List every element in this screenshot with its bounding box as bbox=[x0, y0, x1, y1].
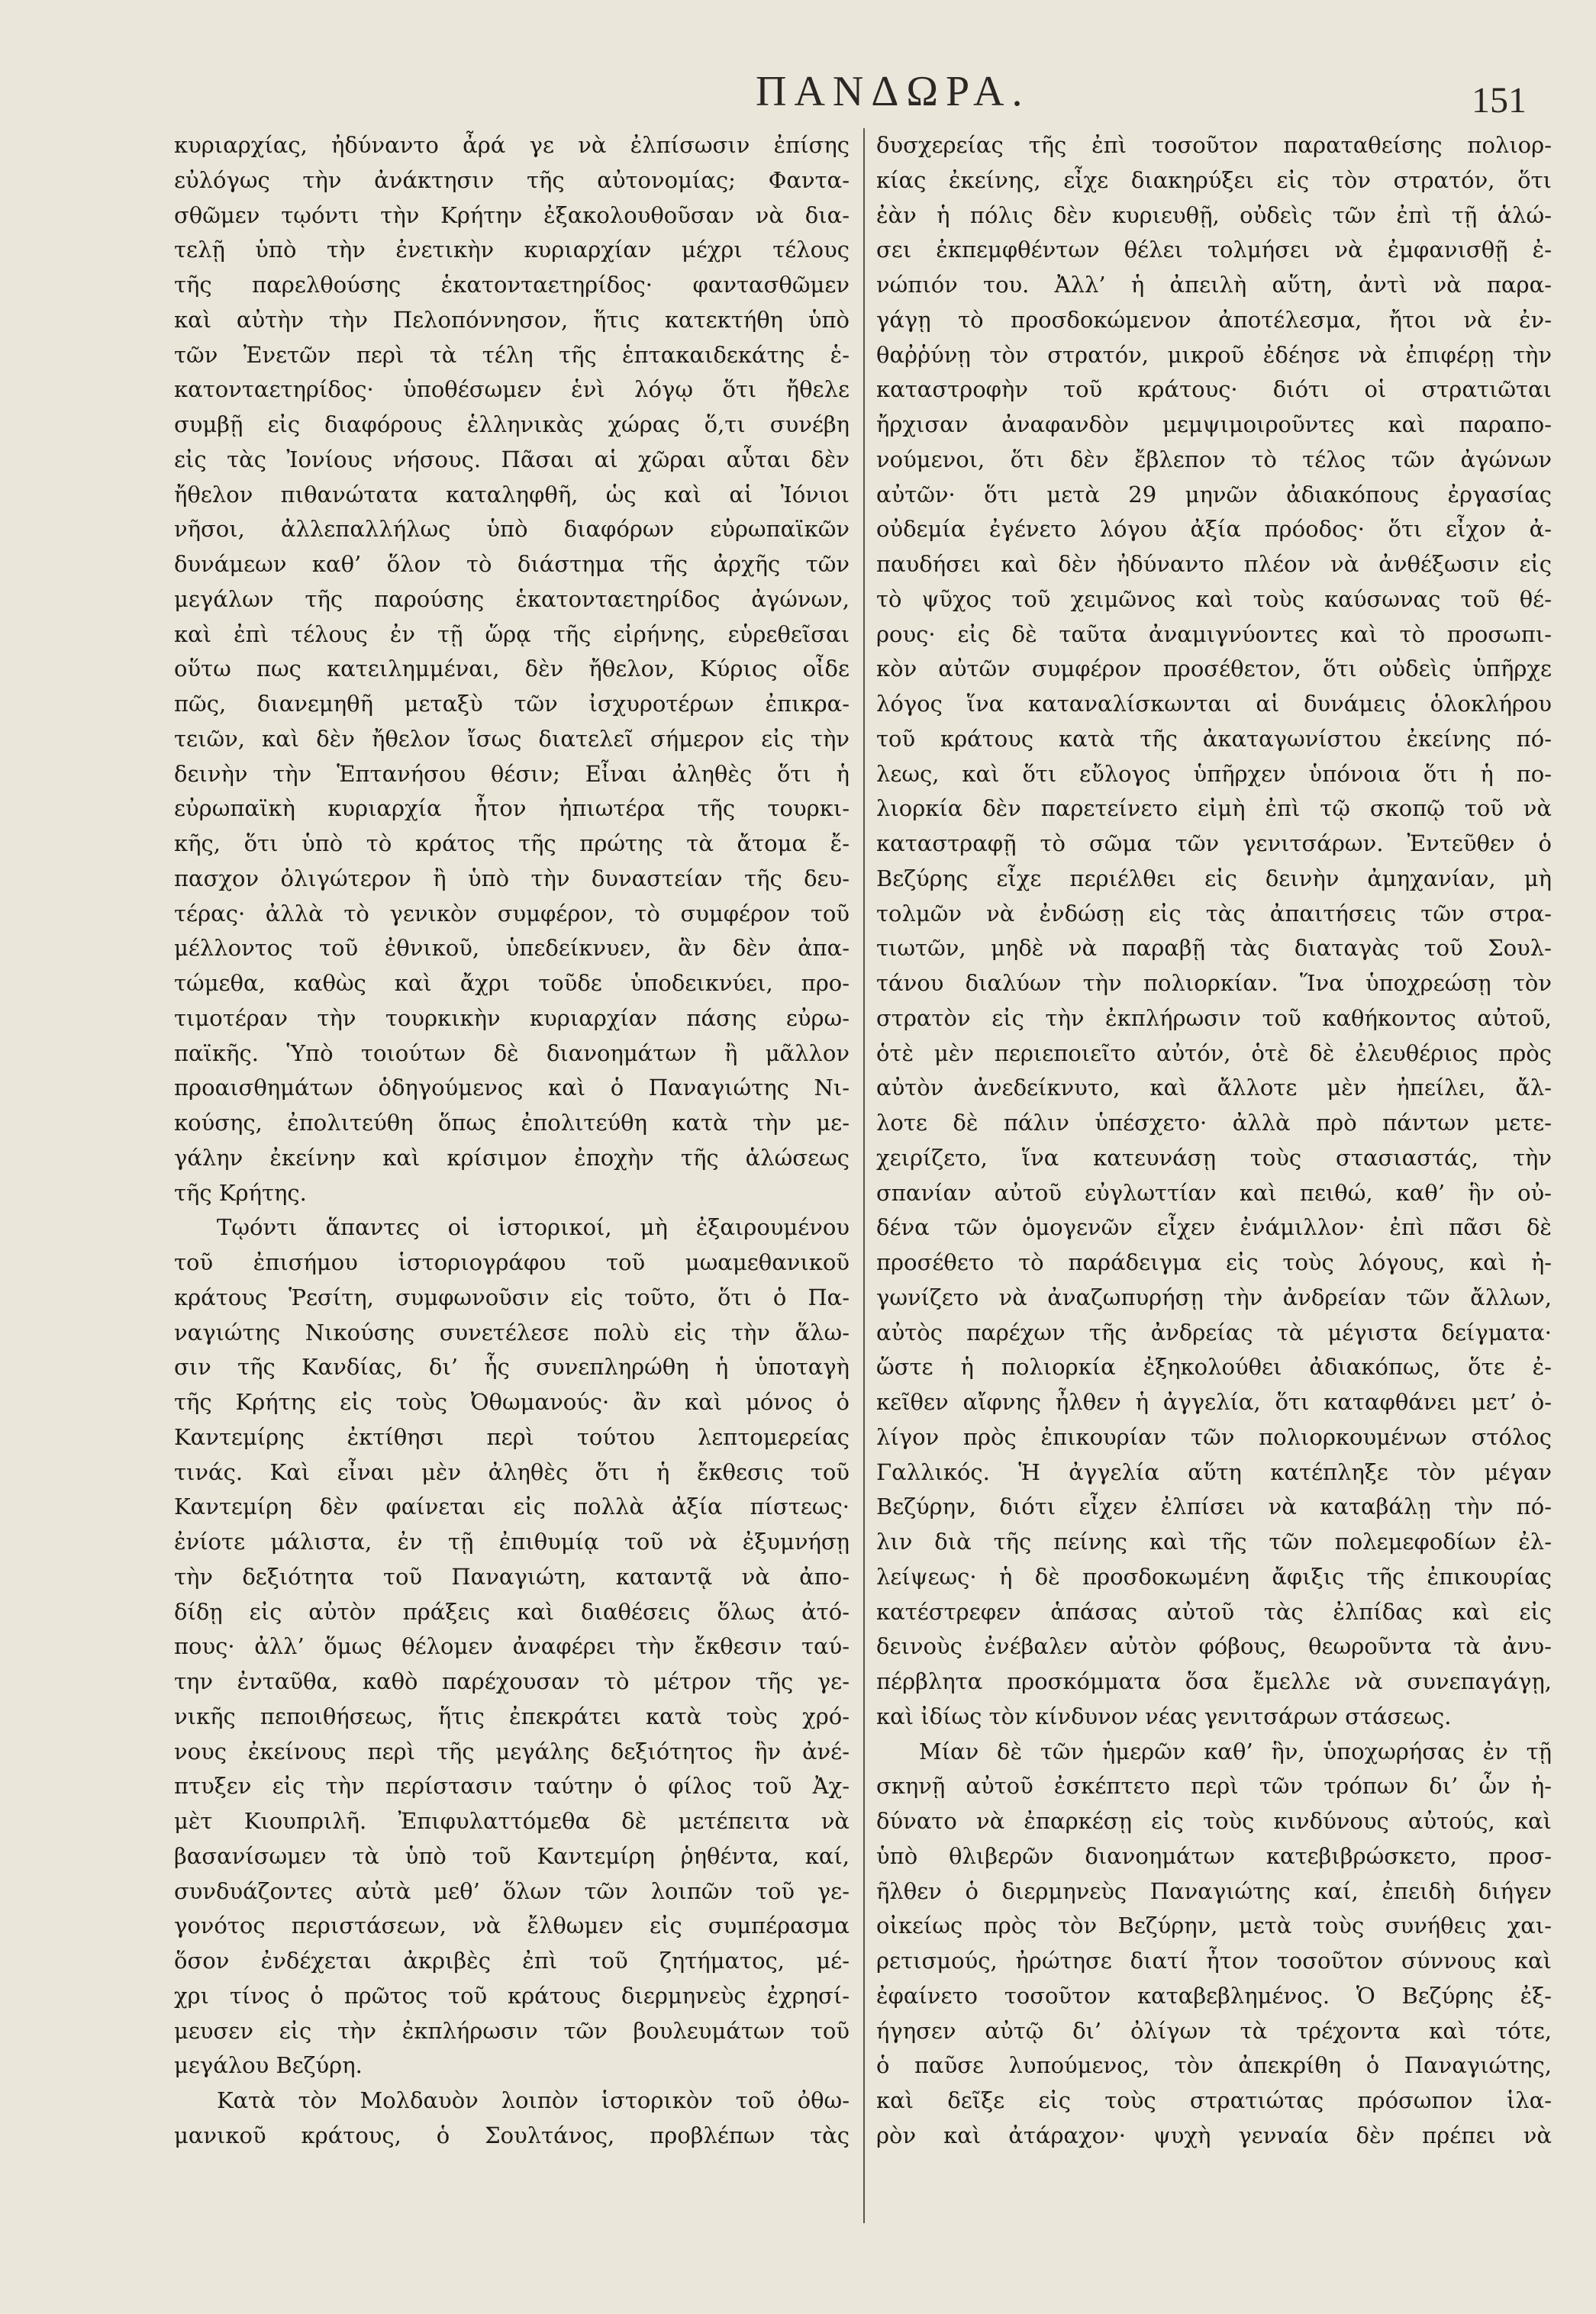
text-line: καὶ ἐπὶ τέλους ἐν τῇ ὥρᾳ τῆς εἰρήνης, εὑρεθεῖσαι bbox=[174, 620, 850, 647]
text-line: ἤθελον πιθανώτατα καταληφθῆ, ὡς καὶ αἱ Ἰόνιοι bbox=[174, 481, 850, 508]
text-line: τολμῶν νὰ ἐνδώσῃ εἰς τὰς ἀπαιτήσεις τῶν στρα- bbox=[876, 900, 1552, 927]
text-line: πέρβλητα προσκόμματα ὅσα ἔμελλε νὰ συνεπαγάγῃ, bbox=[876, 1668, 1552, 1694]
text-line: νους ἐκείνους περὶ τῆς μεγάλης δεξιότητος ἣν ἀνέ- bbox=[174, 1738, 850, 1765]
text-line: αὐτὸς παρέχων τῆς ἀνδρείας τὰ μέγιστα δείγματα· bbox=[876, 1319, 1552, 1346]
text-line: καταστραφῇ τὸ σῶμα τῶν γενιτσάρων. Ἐντεῦθεν ὁ bbox=[876, 830, 1552, 856]
text-line: τῆς Κρήτης. bbox=[174, 1179, 307, 1206]
text-line: παϊκῆς. Ὑπὸ τοιούτων δὲ διανοημάτων ἢ μᾶλλον bbox=[174, 1039, 850, 1066]
text-line: οἰκείως πρὸς τὸν Βεζύρην, μετὰ τοὺς συνήθεις χαι- bbox=[876, 1913, 1552, 1939]
text-line: καὶ δεῖξε εἰς τοὺς στρατιώτας πρόσωπον ἱλα- bbox=[876, 2087, 1552, 2113]
text-line: σπανίαν αὐτοῦ εὐγλωττίαν καὶ πειθώ, καθ’ ἣν οὐ- bbox=[876, 1179, 1552, 1206]
text-line: κεῖθεν αἴφνης ἦλθεν ἡ ἀγγελία, ὅτι καταφθάνει μετ’ ὀ- bbox=[876, 1389, 1552, 1415]
text-line: κράτους Ῥεσίτη, συμφωνοῦσιν εἰς τοῦτο, ὅτι ὁ Πα- bbox=[174, 1284, 850, 1310]
text-line: στρατὸν εἰς τὴν ἐκπλήρωσιν τοῦ καθήκοντος αὐτοῦ, bbox=[876, 1004, 1552, 1031]
text-line: δεινὴν τὴν Ἑπτανήσου θέσιν; Εἶναι ἀληθὲς ὅτι ἡ bbox=[174, 760, 850, 787]
text-line: προαισθημάτων ὁδηγούμενος καὶ ὁ Παναγιώτης Νι- bbox=[174, 1075, 850, 1101]
text-line: γωνίζετο νὰ ἀναζωπυρήσῃ τὴν ἀνδρείαν τῶν ἄλλων, bbox=[876, 1284, 1552, 1310]
text-line: σθῶμεν τῳόντι τὴν Κρήτην ἐξακολουθοῦσαν νὰ δια- bbox=[174, 201, 850, 228]
text-line: εὐλόγως τὴν ἀνάκτησιν τῆς αὐτονομίας; Φαντα- bbox=[174, 166, 850, 193]
text-line: Μίαν δὲ τῶν ἡμερῶν καθ’ ἣν, ὑποχωρήσας ἐν τῇ bbox=[919, 1738, 1552, 1765]
text-line: τοῦ ἐπισήμου ἱστοριογράφου τοῦ μωαμεθανικοῦ bbox=[174, 1249, 850, 1275]
text-line: τελῇ ὑπὸ τὴν ἐνετικὴν κυριαρχίαν μέχρι τέλους bbox=[174, 237, 850, 263]
text-line: σιν τῆς Κανδίας, δι’ ἧς συνεπληρώθη ἡ ὑποταγὴ bbox=[174, 1354, 850, 1381]
text-line: λείψεως· ἡ δὲ προσδοκωμένη ἄφιξις τῆς ἐπικουρίας bbox=[876, 1563, 1552, 1590]
text-line: γάγῃ τὸ προσδοκώμενον ἀποτέλεσμα, ἤτοι νὰ ἐν- bbox=[876, 306, 1552, 333]
text-line: δυνάμεων καθ’ ὅλον τὸ διάστημα τῆς ἀρχῆς τῶν bbox=[174, 551, 850, 577]
text-line: βασανίσωμεν τὰ ὑπὸ τοῦ Καντεμίρη ῥηθέντα, καί, bbox=[174, 1842, 850, 1869]
running-title: ΠΑΝΔΩΡΑ. bbox=[756, 68, 1030, 115]
text-line: σει ἐκπεμφθέντων θέλει τολμήσει νὰ ἐμφανισθῇ ἐ- bbox=[876, 237, 1552, 263]
text-line: τῆς παρελθούσης ἑκατονταετηρίδος· φαντασθῶμεν bbox=[174, 272, 850, 298]
text-line: καὶ ἰδίως τὸν κίνδυνον νέας γενιτσάρων στάσεως. bbox=[876, 1703, 1452, 1729]
text-line: κατέστρεφεν ἁπάσας αὐτοῦ τὰς ἐλπίδας καὶ εἰς bbox=[876, 1598, 1552, 1625]
text-line: τοῦ κράτους κατὰ τῆς ἀκαταγωνίστου ἐκείνης πό- bbox=[876, 725, 1552, 752]
text-line: Τῳόντι ἅπαντες οἱ ἱστορικοί, μὴ ἐξαιρουμένου bbox=[217, 1214, 850, 1241]
text-line: κατονταετηρίδος· ὑποθέσωμεν ἑνὶ λόγῳ ὅτι ἤθελε bbox=[174, 376, 850, 403]
column-divider bbox=[863, 128, 865, 2223]
text-line: τώμεθα, καθὼς καὶ ἄχρι τοῦδε ὑποδεικνύει, προ- bbox=[174, 970, 850, 996]
text-line: τὴν δεξιότητα τοῦ Παναγιώτη, καταντᾷ νὰ ἀπο- bbox=[174, 1563, 850, 1590]
text-line: γάλην ἐκείνην καὶ κρίσιμον ἐποχὴν τῆς ἁλώσεως bbox=[174, 1144, 850, 1171]
text-line: καὶ αὐτὴν τὴν Πελοπόννησον, ἥτις κατεκτήθη ὑπὸ bbox=[174, 306, 850, 333]
text-line: γονότος περιστάσεων, νὰ ἔλθωμεν εἰς συμπέρασμα bbox=[174, 1913, 850, 1939]
text-line: κυριαρχίας, ἠδύναντο ἆρά γε νὰ ἐλπίσωσιν ἐπίσης bbox=[174, 132, 850, 158]
text-line: Βεζύρης εἶχε περιέλθει εἰς δεινὴν ἀμηχανίαν, μὴ bbox=[876, 865, 1552, 891]
text-line: συνδυάζοντες αὐτὰ μεθ’ ὅλων τῶν λοιπῶν τοῦ γε- bbox=[174, 1877, 850, 1904]
text-line: μέλλοντος τοῦ ἐθνικοῦ, ὑπεδείκνυεν, ἂν δὲν ἀπα- bbox=[174, 935, 850, 962]
text-line: χειρίζετο, ἵνα κατευνάσῃ τοὺς στασιαστάς, τὴν bbox=[876, 1144, 1552, 1171]
page-number: 151 bbox=[1472, 80, 1527, 121]
text-line: ἤρχισαν ἀναφανδὸν μεμψιμοιροῦντες καὶ παραπο- bbox=[876, 411, 1552, 437]
text-line: εὐρωπαϊκὴ κυριαρχία ἦτον ἠπιωτέρα τῆς τουρκι- bbox=[174, 795, 850, 822]
text-line: μὲτ Κιουπριλῆ. Ἐπιφυλαττόμεθα δὲ μετέπειτα νὰ bbox=[174, 1808, 850, 1834]
text-line: ὥστε ἡ πολιορκία ἐξηκολούθει ἀδιακόπως, ὅτε ἐ- bbox=[876, 1354, 1552, 1381]
text-line: λοτε δὲ πάλιν ὑπέσχετο· ἀλλὰ πρὸ πάντων μετε- bbox=[876, 1110, 1552, 1136]
text-line: ὑπὸ θλιβερῶν διανοημάτων κατεβιβρώσκετο, προσ- bbox=[876, 1842, 1552, 1869]
text-line: τὸ ψῦχος τοῦ χειμῶνος καὶ τοὺς καύσωνας τοῦ θέ- bbox=[876, 585, 1552, 612]
text-line: την ἐνταῦθα, καθὸ παρέχουσαν τὸ μέτρον τῆς γε- bbox=[174, 1668, 850, 1694]
text-line: Γαλλικός. Ἡ ἀγγελία αὕτη κατέπληξε τὸν μέγαν bbox=[876, 1458, 1552, 1485]
text-line: οὐδεμία ἐγένετο λόγου ἀξία πρόοδος· ὅτι εἶχον ἀ- bbox=[876, 516, 1552, 543]
text-line: τινάς. Καὶ εἶναι μὲν ἀληθὲς ὅτι ἡ ἔκθεσις τοῦ bbox=[174, 1458, 850, 1485]
text-line: δένα τῶν ὁμογενῶν εἶχεν ἐνάμιλλον· ἐπὶ πᾶσι δὲ bbox=[876, 1214, 1552, 1241]
text-line: συμβῇ εἰς διαφόρους ἑλληνικὰς χώρας ὅ,τι συνέβη bbox=[174, 411, 850, 437]
text-line: κὸν αὐτῶν συμφέρον προσέθετον, ὅτι οὐδεὶς ὑπῆρχε bbox=[876, 656, 1552, 682]
text-line: εἰς τὰς Ἰονίους νήσους. Πᾶσαι αἱ χῶραι αὗται δὲν bbox=[174, 446, 850, 472]
text-line: νώπιόν του. Ἀλλ’ ἡ ἀπειλὴ αὕτη, ἀντὶ νὰ παρα- bbox=[876, 272, 1552, 298]
text-line: δύνατο νὰ ἐπαρκέσῃ εἰς τοὺς κινδύνους αὐτούς, καὶ bbox=[876, 1808, 1552, 1834]
text-line: ναγιώτης Νικούσης συνετέλεσε πολὺ εἰς τὴν ἅλω- bbox=[174, 1319, 850, 1346]
text-line: σκηνῇ αὐτοῦ ἐσκέπτετο περὶ τῶν τρόπων δι’ ὧν ἠ- bbox=[876, 1773, 1552, 1800]
text-line: δεινοὺς ἐνέβαλεν αὐτὸν φόβους, θεωροῦντα τὰ ἀνυ- bbox=[876, 1633, 1552, 1660]
text-line: τῶν Ἐνετῶν περὶ τὰ τέλη τῆς ἑπτακαιδεκάτης ἑ- bbox=[174, 341, 850, 368]
text-line: δυσχερείας τῆς ἐπὶ τοσοῦτον παραταθείσης πολιορ- bbox=[876, 132, 1552, 158]
text-line: τιμοτέραν τὴν τουρκικὴν κυριαρχίαν πάσης εὐρω- bbox=[174, 1004, 850, 1031]
text-line: ἐνίοτε μάλιστα, ἐν τῇ ἐπιθυμίᾳ τοῦ νὰ ἐξυμνήσῃ bbox=[174, 1529, 850, 1555]
text-line: προσέθετο τὸ παράδειγμα εἰς τοὺς λόγους, καὶ ἠ- bbox=[876, 1249, 1552, 1275]
text-line: χρι τίνος ὁ πρῶτος τοῦ κράτους διερμηνεὺς ἐχρησί- bbox=[174, 1982, 850, 2009]
text-line: ὅσον ἐνδέχεται ἀκριβὲς ἐπὶ τοῦ ζητήματος, μέ- bbox=[174, 1948, 850, 1974]
text-line: Κατὰ τὸν Μολδαυὸν λοιπὸν ἱστορικὸν τοῦ ὀθω- bbox=[217, 2087, 850, 2113]
text-line: νῆσοι, ἀλλεπαλλήλως ὑπὸ διαφόρων εὐρωπαϊκῶν bbox=[174, 516, 850, 543]
text-line: πασχον ὀλιγώτερον ἢ ὑπὸ τὴν δυναστείαν τῆς δευ- bbox=[174, 865, 850, 891]
text-line: λίγον πρὸς ἐπικουρίαν τῶν πολιορκουμένων στόλος bbox=[876, 1423, 1552, 1450]
text-line: πῶς, διανεμηθῆ μεταξὺ τῶν ἰσχυροτέρων ἐπικρα- bbox=[174, 691, 850, 717]
text-line: πτυξεν εἰς τὴν περίστασιν ταύτην ὁ φίλος τοῦ Ἀχ- bbox=[174, 1773, 850, 1800]
text-line: μεγάλου Βεζύρη. bbox=[174, 2052, 363, 2079]
text-line: ἐφαίνετο τοσοῦτον καταβεβλημένος. Ὁ Βεζύρης ἐξ- bbox=[876, 1982, 1552, 2009]
text-line: ὁ παῦσε λυπούμενος, τὸν ἀπεκρίθη ὁ Παναγιώτης, bbox=[876, 2052, 1552, 2079]
text-line: νούμενοι, ὅτι δὲν ἔβλεπον τὸ τέλος τῶν ἀγώνων bbox=[876, 446, 1552, 472]
left-text-column bbox=[174, 128, 850, 2154]
text-line: θαῤῥύνῃ τὸν στρατόν, μικροῦ ἐδέησε νὰ ἐπιφέρῃ τὴν bbox=[876, 341, 1552, 368]
text-line: τέρας· ἀλλὰ τὸ γενικὸν συμφέρον, τὸ συμφέρον τοῦ bbox=[174, 900, 850, 927]
text-line: πους· ἀλλ’ ὅμως θέλομεν ἀναφέρει τὴν ἔκθεσιν ταύ- bbox=[174, 1633, 850, 1660]
text-line: ὁτὲ μὲν περιεποιεῖτο αὐτόν, ὁτὲ δὲ ἐλευθέριος πρὸς bbox=[876, 1039, 1552, 1066]
text-line: ρους· εἰς δὲ ταῦτα ἀναμιγνύοντες καὶ τὸ προσωπι- bbox=[876, 620, 1552, 647]
text-line: αὐτῶν· ὅτι μετὰ 29 μηνῶν ἀδιακόπους ἐργασίας bbox=[876, 481, 1552, 508]
text-line: λόγος ἵνα καταναλίσκωνται αἱ δυνάμεις ὁλοκλήρου bbox=[876, 691, 1552, 717]
text-line: ἐὰν ἡ πόλις δὲν κυριευθῇ, οὐδεὶς τῶν ἐπὶ τῇ ἁλώ- bbox=[876, 201, 1552, 228]
text-line: κίας ἐκείνης, εἶχε διακηρύξει εἰς τὸν στρατόν, ὅτι bbox=[876, 166, 1552, 193]
text-line: Καντεμίρης ἐκτίθησι περὶ τούτου λεπτομερείας bbox=[174, 1423, 850, 1450]
text-line: Καντεμίρη δὲν φαίνεται εἰς πολλὰ ἀξία πίστεως· bbox=[174, 1494, 850, 1520]
text-line: τειῶν, καὶ δὲν ἤθελον ἴσως διατελεῖ σήμερον εἰς τὴν bbox=[174, 725, 850, 752]
text-line: ήγησεν αὐτῷ δι’ ὀλίγων τὰ τρέχοντα καὶ τότε, bbox=[876, 2017, 1552, 2044]
text-line: δίδῃ εἰς αὐτὸν πράξεις καὶ διαθέσεις ὅλως ἀτό- bbox=[174, 1598, 850, 1625]
text-line: τάνου διαλύων τὴν πολιορκίαν. Ἵνα ὑποχρεώσῃ τὸν bbox=[876, 970, 1552, 996]
text-line: καταστροφὴν τοῦ κράτους· διότι οἱ στρατιῶται bbox=[876, 376, 1552, 403]
text-line: κῆς, ὅτι ὑπὸ τὸ κράτος τῆς πρώτης τὰ ἄτομα ἔ- bbox=[174, 830, 850, 856]
text-line: κούσης, ἐπολιτεύθη ὅπως ἐπολιτεύθη κατὰ τὴν με- bbox=[174, 1110, 850, 1136]
text-line: παυδήσει καὶ δὲν ἠδύναντο πλέον νὰ ἀνθέξωσιν εἰς bbox=[876, 551, 1552, 577]
text-line: Βεζύρην, διότι εἶχεν ἐλπίσει νὰ καταβάλῃ τὴν πό- bbox=[876, 1494, 1552, 1520]
text-line: μευσεν εἰς τὴν ἐκπλήρωσιν τῶν βουλευμάτων τοῦ bbox=[174, 2017, 850, 2044]
text-line: ρὸν καὶ ἀτάραχον· ψυχὴ γενναία δὲν πρέπει νὰ bbox=[876, 2122, 1552, 2148]
text-line: λιν διὰ τῆς πείνης καὶ τῆς τῶν πολεμεφοδίων ἐλ- bbox=[876, 1529, 1552, 1555]
text-line: τιωτῶν, μηδὲ νὰ παραβῇ τὰς διαταγὰς τοῦ Σουλ- bbox=[876, 935, 1552, 962]
text-line: ρετισμούς, ἠρώτησε διατί ἦτον τοσοῦτον σύννους καὶ bbox=[876, 1948, 1552, 1974]
text-line: λεως, καὶ ὅτι εὔλογος ὑπῆρχεν ὑπόνοια ὅτι ἡ πο- bbox=[876, 760, 1552, 787]
text-line: λιορκία δὲν παρετείνετο εἰμὴ ἐπὶ τῷ σκοπῷ τοῦ νὰ bbox=[876, 795, 1552, 822]
text-line: νικῆς πεποιθήσεως, ἥτις ἐπεκράτει κατὰ τοὺς χρό- bbox=[174, 1703, 850, 1729]
text-line: μανικοῦ κράτους, ὁ Σουλτάνος, προβλέπων τὰς bbox=[174, 2122, 850, 2148]
text-line: μεγάλων τῆς παρούσης ἑκατονταετηρίδος ἀγώνων, bbox=[174, 585, 850, 612]
right-text-column bbox=[876, 128, 1552, 2154]
text-line: αὐτὸν ἀνεδείκνυτο, καὶ ἄλλοτε μὲν ἠπείλει, ἄλ- bbox=[876, 1075, 1552, 1101]
text-line: ῆλθεν ὁ διερμηνεὺς Παναγιώτης καί, ἐπειδὴ διήγεν bbox=[876, 1877, 1552, 1904]
text-line: τῆς Κρήτης εἰς τοὺς Ὀθωμανούς· ἂν καὶ μόνος ὁ bbox=[174, 1389, 850, 1415]
text-line: οὕτω πως κατειλημμέναι, δὲν ἤθελον, Κύριος οἶδε bbox=[174, 656, 850, 682]
